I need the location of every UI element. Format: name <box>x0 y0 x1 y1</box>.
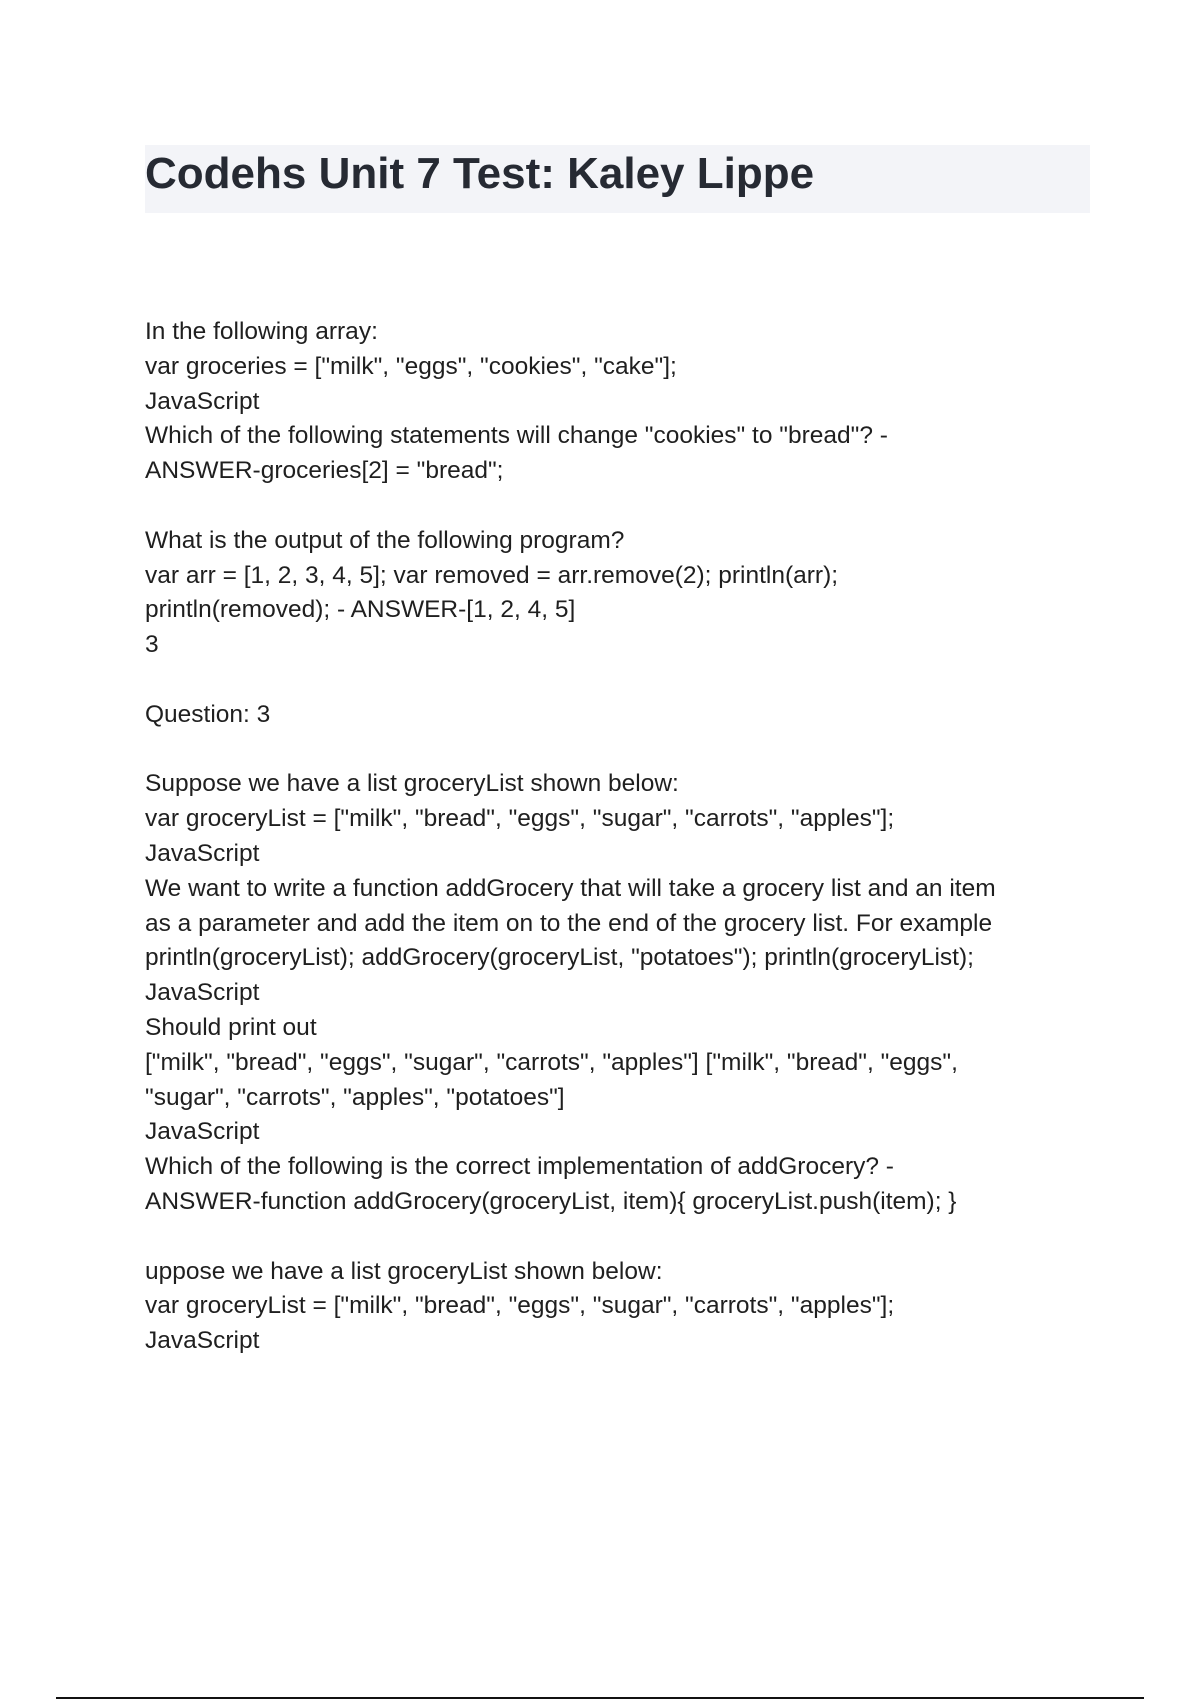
text-line: var groceryList = ["milk", "bread", "eggs", "sugar", "carrots", "apples"]; <box>145 805 895 833</box>
text-line: JavaScript <box>145 387 260 415</box>
text-line: Should print out <box>145 1013 317 1041</box>
text-line: as a parameter and add the item on to the end of the grocery list. For example <box>145 909 993 937</box>
text-line: JavaScript <box>145 839 260 867</box>
spacer <box>145 1220 1105 1255</box>
text-line: We want to write a function addGrocery that will take a grocery list and an item <box>145 874 996 902</box>
question-block-4 <box>145 1255 1105 1359</box>
text-line: JavaScript <box>145 1118 260 1146</box>
text-line: println(groceryList); addGrocery(groceryList, "potatoes"); println(groceryList); <box>145 944 974 972</box>
text-line: Suppose we have a list groceryList shown below: <box>145 770 679 798</box>
page-bottom-rule <box>56 1697 1144 1699</box>
answer-line: ANSWER-function addGrocery(groceryList, item){ groceryList.push(item); } <box>145 1187 957 1215</box>
text-line: What is the output of the following program? <box>145 526 625 554</box>
text-line: ["milk", "bread", "eggs", "sugar", "carrots", "apples"] ["milk", "bread", "eggs", <box>145 1048 958 1076</box>
question-block-3 <box>145 698 1105 1220</box>
question-block-1 <box>145 315 1105 489</box>
document-title: Codehs Unit 7 Test: Kaley Lippe <box>145 149 815 198</box>
text-line: var arr = [1, 2, 3, 4, 5]; var removed = arr.remove(2); println(arr); <box>145 561 839 589</box>
question-heading: Question: 3 <box>145 700 271 728</box>
document-body <box>145 315 1105 1359</box>
text-line: 3 <box>145 631 159 659</box>
spacer <box>145 663 1105 698</box>
text-line: JavaScript <box>145 979 260 1007</box>
text-line: uppose we have a list groceryList shown below: <box>145 1257 663 1285</box>
text-line: Which of the following statements will change "cookies" to "bread"? - <box>145 422 888 450</box>
text-line: JavaScript <box>145 1327 260 1355</box>
text-line: In the following array: <box>145 318 378 345</box>
question-block-2 <box>145 524 1105 663</box>
text-line: var groceries = ["milk", "eggs", "cookies", "cake"]; <box>145 352 677 380</box>
text-line: var groceryList = ["milk", "bread", "eggs", "sugar", "carrots", "apples"]; <box>145 1292 895 1320</box>
spacer <box>145 489 1105 524</box>
spacer <box>145 733 1105 768</box>
answer-line: ANSWER-groceries[2] = "bread"; <box>145 457 504 485</box>
answer-line: println(removed); - ANSWER-[1, 2, 4, 5] <box>145 596 576 624</box>
text-line: Which of the following is the correct implementation of addGrocery? - <box>145 1153 894 1181</box>
text-line: "sugar", "carrots", "apples", "potatoes"] <box>145 1083 565 1111</box>
